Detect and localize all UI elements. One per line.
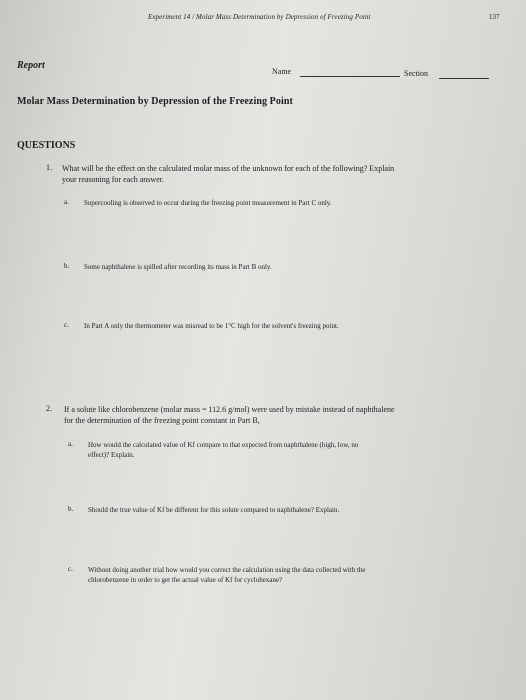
question-2-number: 2. — [46, 404, 52, 413]
question-1c-text: In Part A only the thermometer was misread to be 1°C high for the solvent's freezing point. — [84, 322, 339, 330]
section-label: Section — [404, 69, 428, 78]
question-2-line-1: If a solute like chlorobenzene (molar mass = 112.6 g/mol) were used by mistake instead of naphthalene — [64, 405, 395, 414]
question-1b-text: Some naphthalene is spilled after recording its mass in Part B only. — [84, 263, 272, 271]
name-blank-line — [300, 76, 400, 77]
name-label: Name — [272, 67, 292, 76]
question-2b-label: b. — [68, 505, 74, 513]
question-1b-label: b. — [64, 262, 70, 270]
page-number: 137 — [489, 13, 500, 21]
question-2c-line-1: Without doing another trial how would you correct the calculation using the data collected with the — [88, 566, 366, 574]
question-2b-text: Should the true value of Kf be different for this solute compared to naphthalene? Explain. — [88, 506, 340, 514]
question-2c-label: c. — [68, 565, 73, 573]
question-2c-line-2: chlorobenzene in order to get the actual value of Kf for cyclohexane? — [88, 576, 283, 584]
question-2a-line-2: effect)? Explain. — [88, 451, 135, 459]
question-2a-label: a. — [68, 440, 73, 448]
question-2a-line-1: How would the calculated value of Kf compare to that expected from naphthalene (high, low, no — [88, 441, 359, 449]
page-title: Molar Mass Determination by Depression of the Freezing Point — [17, 96, 293, 107]
questions-heading: QUESTIONS — [17, 140, 76, 151]
question-1-line-1: What will be the effect on the calculated molar mass of the unknown for each of the following? Explain — [62, 164, 395, 173]
report-label: Report — [17, 60, 45, 71]
running-header: Experiment 14 / Molar Mass Determination by Depression of Freezing Point — [148, 13, 371, 21]
question-1a-label: a. — [64, 198, 69, 206]
question-2-line-2: for the determination of the freezing point constant in Part B, — [64, 416, 260, 425]
section-blank-line — [439, 78, 489, 79]
question-1c-label: c. — [64, 321, 69, 329]
question-1-line-2: your reasoning for each answer. — [62, 175, 164, 184]
question-1a-text: Supercooling is observed to occur during the freezing point measurement in Part C only. — [84, 199, 332, 207]
question-1-number: 1. — [46, 163, 52, 172]
